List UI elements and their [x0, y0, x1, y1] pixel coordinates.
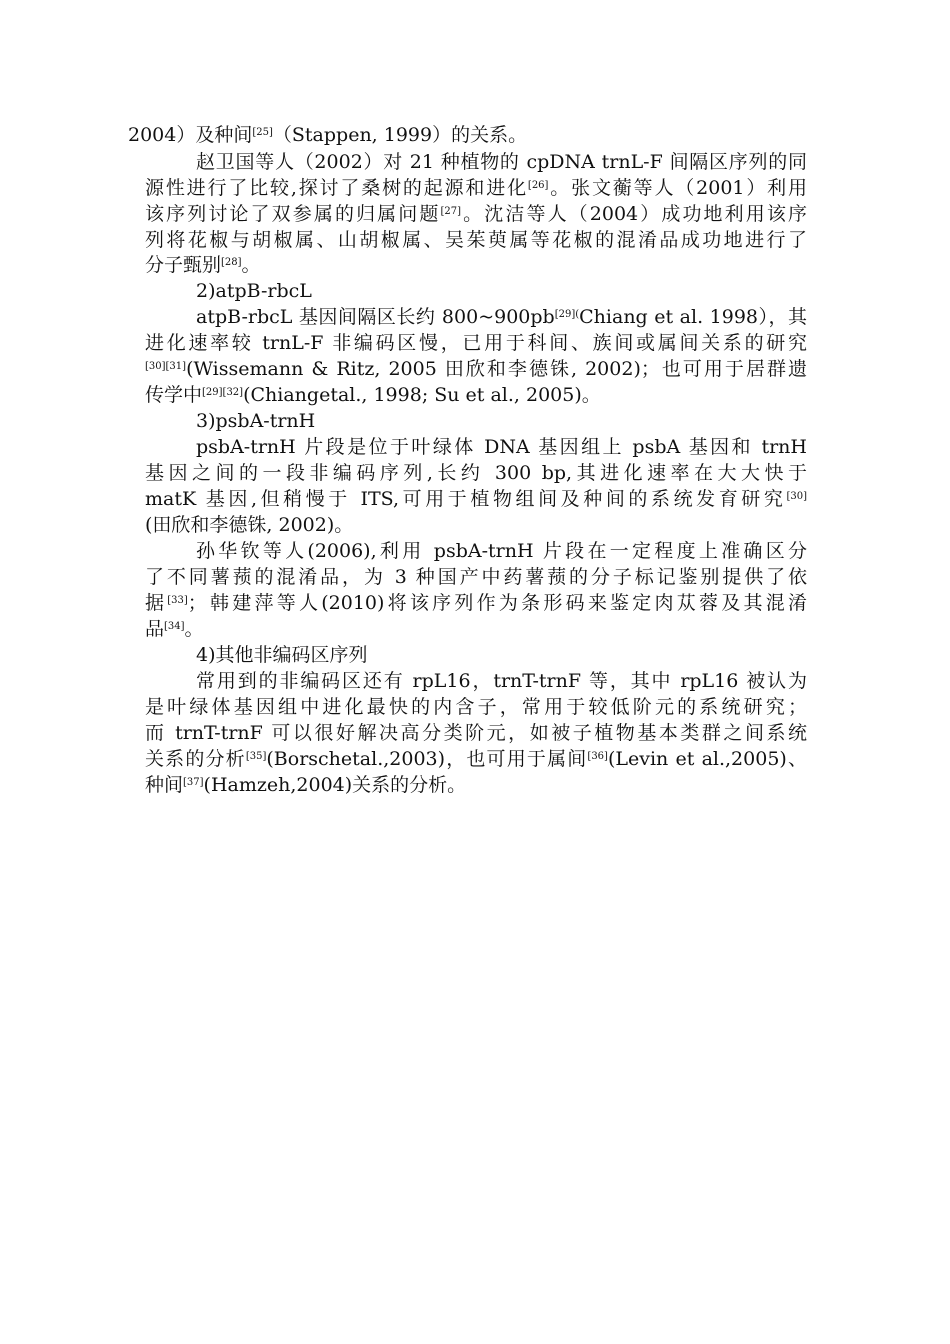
text-line [145, 175, 807, 201]
text-line [196, 668, 807, 694]
paragraph-zhao-line [196, 149, 807, 175]
text-run: (Wissemann & Ritz, 2005 田欣和李德铢, 2002)；也可用于居群遗 [186, 358, 807, 380]
text-run: psbA-trnH 片段是位于叶绿体 DNA 基因组上 psbA 基因和 trnH [196, 436, 807, 458]
citation-ref: [27] [440, 206, 462, 217]
text-run: 传学中 [145, 384, 203, 406]
text-run: 。沈洁等人（2004）成功地利用该序 [461, 203, 807, 225]
text-run: (田欣和李德铢, 2002)。 [145, 514, 354, 536]
citation-ref: [30] [786, 491, 807, 502]
text-run: 4)其他非编码区序列 [196, 644, 368, 666]
paragraph-sun-line [196, 538, 807, 564]
text-run: 而 trnT-trnF 可以很好解决高分类阶元，如被子植物基本类群之间系统 [145, 722, 807, 744]
citation-ref: [36] [587, 751, 608, 762]
text-run: 了不同薯蓣的混淆品，为 3 种国产中药薯蓣的分子标记鉴别提供了依 [145, 566, 807, 588]
citation-ref: [25] [252, 127, 273, 138]
text-run: 3)psbA-trnH [196, 410, 316, 432]
text-line [128, 122, 807, 148]
text-line [145, 746, 807, 772]
text-run: (Borschetal.,2003)，也可用于属间 [266, 748, 588, 770]
citation-ref: [30][31] [145, 361, 187, 372]
text-line [145, 486, 807, 512]
text-line [145, 330, 807, 356]
citation-ref: [33] [167, 595, 188, 606]
text-run: matK 基因,但稍慢于 ITS,可用于植物组间及种间的系统发育研究 [145, 488, 787, 510]
text-line [196, 434, 807, 460]
text-run: 2004）及种间 [128, 124, 253, 146]
text-run: 种间 [145, 774, 184, 796]
text-run: 源性进行了比较,探讨了桑树的起源和进化 [145, 177, 528, 199]
text-line [196, 304, 807, 330]
text-line [145, 201, 807, 227]
text-line [145, 564, 807, 590]
citation-ref: [37] [183, 777, 204, 788]
citation-ref: [35] [245, 751, 267, 762]
text-run: 分子甄别 [145, 254, 222, 276]
text-run: （Stappen, 1999）的关系。 [272, 124, 528, 146]
text-line [145, 356, 807, 382]
text-line [145, 460, 807, 486]
section-heading-psba-trnh [196, 408, 807, 434]
text-run: 常用到的非编码区还有 rpL16，trnT-trnF 等，其中 rpL16 被认为 [196, 670, 807, 692]
text-run: 该序列讨论了双参属的归属问题 [145, 203, 441, 225]
text-run: 列将花椒与胡椒属、山胡椒属、吴茱萸属等花椒的混淆品成功地进行了 [145, 229, 807, 251]
text-run: 。张文蘅等人（2001）利用 [548, 177, 807, 199]
text-run: 品 [145, 618, 165, 640]
text-run: ；韩建萍等人(2010)将该序列作为条形码来鉴定肉苁蓉及其混淆 [187, 592, 807, 614]
citation-ref: [26] [527, 180, 549, 191]
text-run: 进化速率较 trnL-F 非编码区慢，已用于科间、族间或属间关系的研究 [145, 332, 807, 354]
text-line [145, 616, 807, 642]
text-run: 是叶绿体基因组中进化最快的内含子，常用于较低阶元的系统研究； [145, 696, 807, 718]
citation-ref: [29][32] [202, 387, 244, 398]
text-line [145, 720, 807, 746]
text-line [145, 382, 807, 408]
text-line [145, 512, 807, 538]
text-run: 赵卫国等人（2002）对 21 种植物的 cpDNA trnL-F 间隔区序列的同 [196, 151, 807, 173]
text-line [145, 772, 807, 798]
text-line [145, 694, 807, 720]
section-heading-other [196, 642, 807, 668]
text-line [145, 590, 807, 616]
text-run: 孙华钦等人(2006),利用 psbA-trnH 片段在一定程度上准确区分 [196, 540, 807, 562]
text-run: (Hamzeh,2004)关系的分析。 [203, 774, 467, 796]
citation-ref: [34] [164, 621, 185, 632]
text-run: 。 [184, 618, 204, 640]
text-run: Chiang et al. 1998），其 [579, 306, 807, 328]
citation-ref: [28] [221, 257, 242, 268]
text-line [145, 227, 807, 253]
text-run: (Chiangetal., 1998; Su et al., 2005)。 [243, 384, 601, 406]
citation-ref: [29]( [554, 309, 580, 320]
text-run: 2)atpB-rbcL [196, 280, 312, 302]
text-run: 据 [145, 592, 168, 614]
text-run: (Levin et al.,2005)、 [607, 748, 807, 770]
text-run: 。 [241, 254, 261, 276]
text-run: 关系的分析 [145, 748, 246, 770]
text-line [145, 252, 807, 278]
text-run: atpB-rbcL 基因间隔区长约 800~900pb [196, 306, 555, 328]
text-run: 基因之间的一段非编码序列,长约 300 bp,其进化速率在大大快于 [145, 462, 807, 484]
section-heading-atpb-rbcl [196, 278, 807, 304]
